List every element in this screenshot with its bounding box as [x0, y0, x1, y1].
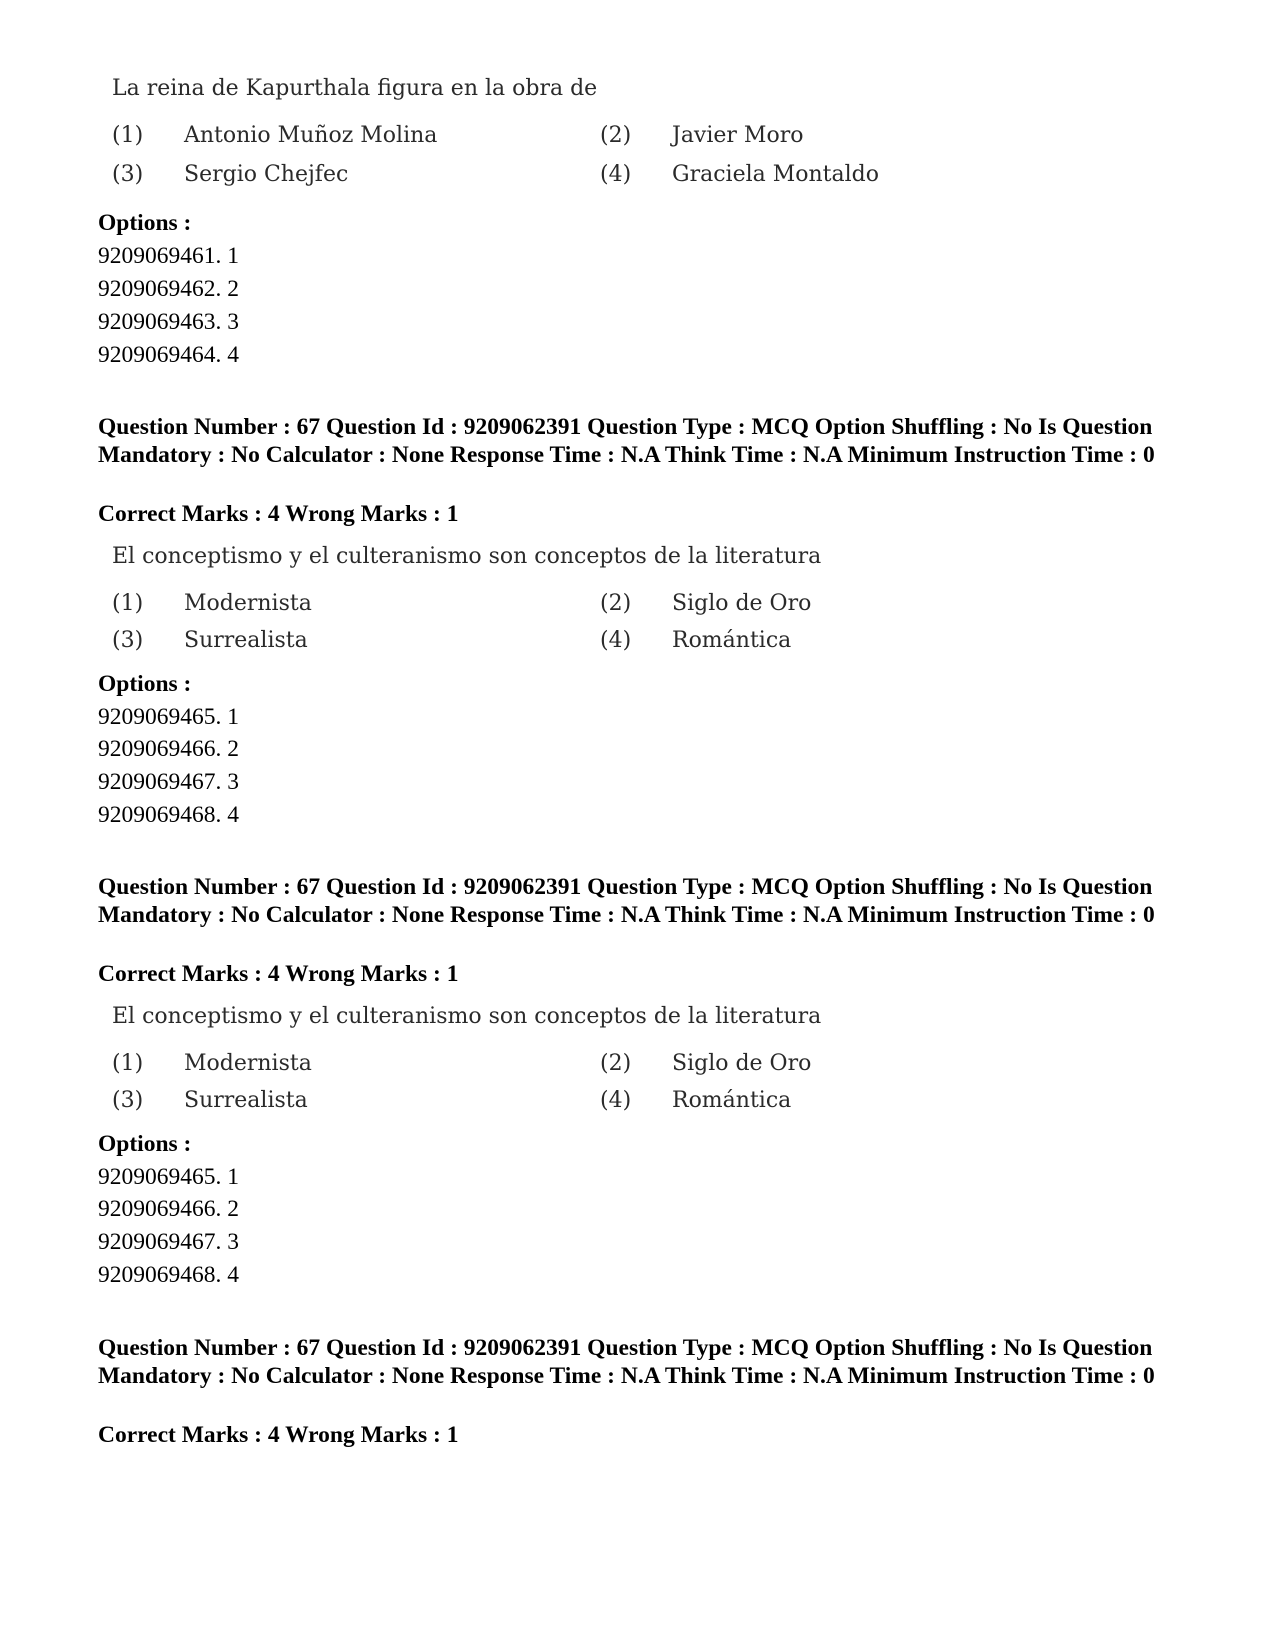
choice-text: Sergio Chejfec	[184, 162, 349, 187]
marks-line: Correct Marks : 4 Wrong Marks : 1	[98, 501, 459, 527]
question-metadata: Question Number : 67 Question Id : 9209062391 Question Type : MCQ Option Shuffling : No Is Question Mandatory : No Calculator : None Response Time : N.A Think Time : N.A Minimum Instruction Time : 0	[98, 414, 1155, 468]
options-label: Options :	[98, 671, 192, 697]
choice-text: Modernista	[184, 1051, 312, 1076]
choice-text: Siglo de Oro	[672, 1051, 812, 1076]
option-item: 9209069462. 2	[98, 276, 239, 302]
options-label: Options :	[98, 210, 192, 236]
option-item: 9209069466. 2	[98, 736, 239, 762]
question-image	[112, 1004, 1012, 1114]
marks-line: Correct Marks : 4 Wrong Marks : 1	[98, 1422, 459, 1448]
question-stem: La reina de Kapurthala figura en la obra de	[112, 76, 598, 101]
choice-text: Graciela Montaldo	[672, 162, 879, 187]
option-item: 9209069468. 4	[98, 1262, 239, 1288]
question-stem: El conceptismo y el culteranismo son conceptos de la literatura	[112, 544, 822, 569]
choice-text: Antonio Muñoz Molina	[184, 123, 438, 148]
choice-number: (2)	[600, 1051, 632, 1076]
choice-number: (4)	[600, 162, 632, 187]
question-metadata: Question Number : 67 Question Id : 9209062391 Question Type : MCQ Option Shuffling : No Is Question Mandatory : No Calculator : None Response Time : N.A Think Time : N.A Minimum Instruction Time : 0	[98, 874, 1155, 928]
choice-number: (1)	[112, 1051, 144, 1076]
choice-number: (3)	[112, 162, 144, 187]
choice-number: (2)	[600, 123, 632, 148]
option-item: 9209069465. 1	[98, 1164, 239, 1190]
choice-number: (3)	[112, 1088, 144, 1113]
choice-number: (4)	[600, 1088, 632, 1113]
choice-text: Javier Moro	[672, 123, 804, 148]
option-item: 9209069464. 4	[98, 342, 239, 368]
choice-text: Modernista	[184, 591, 312, 616]
choice-number: (4)	[600, 628, 632, 653]
question-metadata: Question Number : 67 Question Id : 9209062391 Question Type : MCQ Option Shuffling : No Is Question Mandatory : No Calculator : None Response Time : N.A Think Time : N.A Minimum Instruction Time : 0	[98, 1335, 1155, 1389]
choice-text: Surrealista	[184, 628, 308, 653]
option-item: 9209069466. 2	[98, 1196, 239, 1222]
choice-number: (3)	[112, 628, 144, 653]
choice-text: Romántica	[672, 628, 792, 653]
option-item: 9209069465. 1	[98, 704, 239, 730]
question-image	[112, 76, 1012, 186]
question-stem: El conceptismo y el culteranismo son conceptos de la literatura	[112, 1004, 822, 1029]
marks-line: Correct Marks : 4 Wrong Marks : 1	[98, 961, 459, 987]
option-item: 9209069461. 1	[98, 243, 239, 269]
option-item: 9209069467. 3	[98, 1229, 239, 1255]
option-item: 9209069467. 3	[98, 769, 239, 795]
choice-text: Siglo de Oro	[672, 591, 812, 616]
option-item: 9209069468. 4	[98, 802, 239, 828]
options-label: Options :	[98, 1131, 192, 1157]
question-image	[112, 544, 1012, 654]
choice-number: (2)	[600, 591, 632, 616]
choice-number: (1)	[112, 123, 144, 148]
option-item: 9209069463. 3	[98, 309, 239, 335]
choice-text: Romántica	[672, 1088, 792, 1113]
choice-number: (1)	[112, 591, 144, 616]
choice-text: Surrealista	[184, 1088, 308, 1113]
